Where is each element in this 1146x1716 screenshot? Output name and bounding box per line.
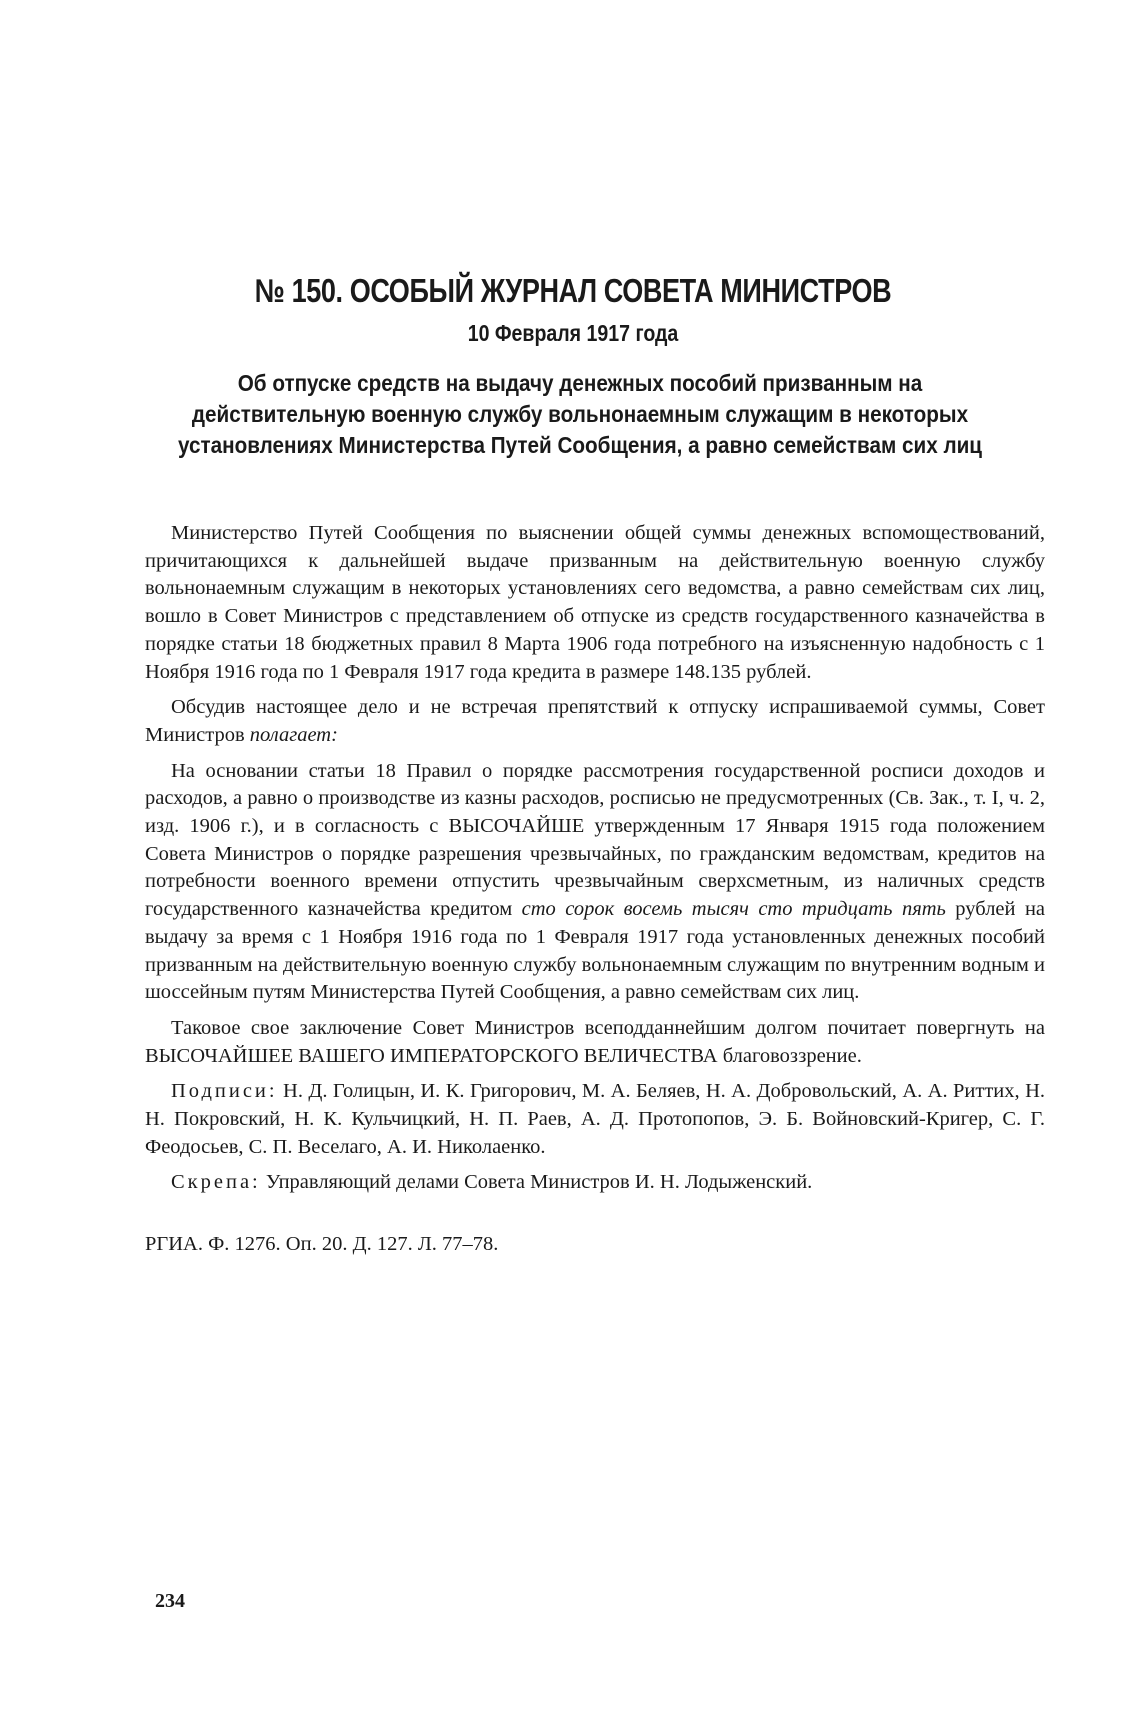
page-number: 234 xyxy=(155,1590,185,1612)
paragraph-1: Министерство Путей Сообщения по выяснении общей суммы денежных вспомоществований, причитающихся к дальнейшей выдаче призванным на действительную военную службу вольнонаемным служащим в некоторых установлениях сего ведомства, а равно семействам сих лиц, вошло в Совет Министров с представлением об отпуске из средств государственного казначейства в порядке статьи 18 бюджетных правил 8 Марта 1906 года потребного на изъясненную надобность с 1 Ноября 1916 года по 1 Февраля 1917 года кредита в размере 148.135 рублей. xyxy=(145,522,1045,683)
paragraph-3-text-start: На основании статьи 18 Правил о порядке рассмотрения государственной росписи доходов и расходов, а равно о производстве из казны расходов, росписью не предусмотренных (Св. Зак., т. I, ч. 2, изд. 1906 г.), и в согласность с ВЫСОЧАЙШЕ утвержденным 17 Января 1915 года положением Совета Министров о порядке разрешения чрезвычайных, по гражданским ведомствам, кредитов на потребности военного времени отпустить чрезвычайным сверхсметным, из наличных средств государственного казначейства кредитом xyxy=(145,759,1045,921)
paragraph-4: Таковое свое заключение Совет Министров всеподданнейшим долгом почитает повергнуть на ВЫСОЧАЙШЕЕ ВАШЕГО ИМПЕРАТОРСКОГО ВЕЛИЧЕСТВА благовоззрение. xyxy=(145,1016,1045,1067)
document-title: № 150. ОСОБЫЙ ЖУРНАЛ СОВЕТА МИНИСТРОВ xyxy=(254,272,892,309)
seal-label: Скрепа: xyxy=(171,1171,261,1194)
paragraph-3-italic: сто сорок восемь тысяч сто тридцать пять xyxy=(521,898,946,921)
document-subject: Об отпуске средств на выдачу денежных пособий призванным на действительную военную службу вольнонаемным служащим в некоторых установлениях Министерства Путей Сообщения, а равно семействам сих лиц xyxy=(177,370,983,458)
paragraph-2-text: Обсудив настоящее дело и не встречая препятствий к отпуску испрашиваемой суммы, Совет Министров xyxy=(145,696,1045,746)
seal xyxy=(145,1169,1045,1197)
archive-reference: РГИА. Ф. 1276. Оп. 20. Д. 127. Л. 77–78. xyxy=(145,1233,499,1255)
signatures-names: Н. Д. Голицын, И. К. Григорович, М. А. Беляев, Н. А. Добровольский, А. А. Риттих, Н. Н. Покровский, Н. К. Кульчицкий, Н. П. Раев, А. Д. Протопопов, Э. Б. Войновский-Кригер, С. Г. Феодосьев, С. П. Веселаго, А. И. Николаенко. xyxy=(145,1080,1045,1158)
document-body xyxy=(145,520,1045,1197)
paragraph-2 xyxy=(145,694,1045,749)
signatures xyxy=(145,1078,1045,1161)
paragraph-2-italic: полагает: xyxy=(249,723,338,746)
seal-text: Управляющий делами Совета Министров И. Н. Лодыженский. xyxy=(260,1171,813,1194)
signatures-label: Подписи: xyxy=(171,1080,278,1103)
paragraph-3 xyxy=(145,758,1045,1007)
document-date: 10 Февраля 1917 года xyxy=(467,320,679,346)
paragraph-3-text-end: рублей на выдачу за время с 1 Ноября 1916 года по 1 Февраля 1917 года установленных денежных пособий призванным на действительную военную службу вольнонаемным служащим по внутренним водным и шоссейным путям Министерства Путей Сообщения, а равно семействам сих лиц. xyxy=(145,898,1046,1004)
